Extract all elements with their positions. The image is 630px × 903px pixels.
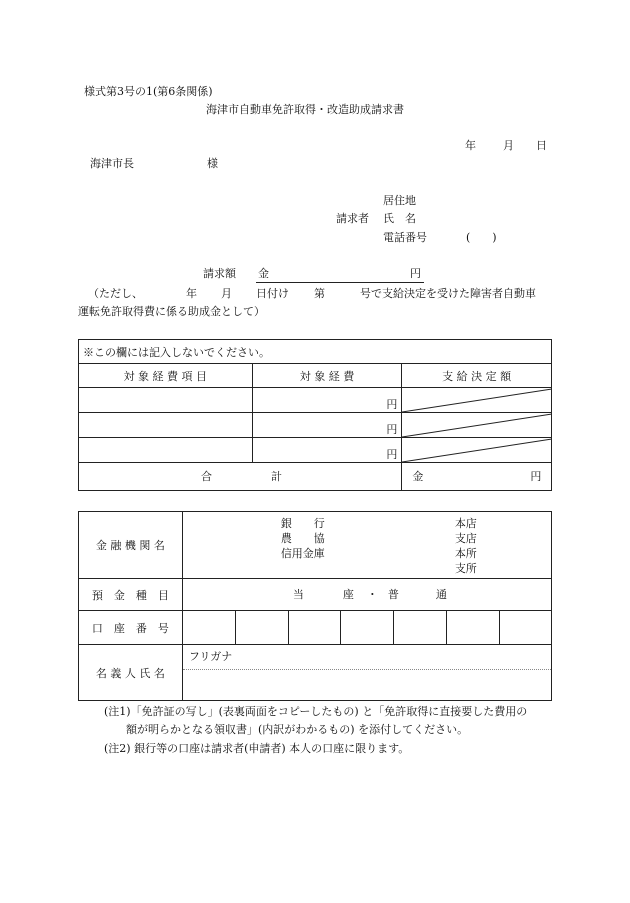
- amount-label: 請求額: [203, 267, 236, 280]
- total-label-cell: [79, 463, 402, 491]
- decision-amount-cell-hatched: [402, 438, 552, 463]
- proviso-number-prefix: 第: [314, 287, 325, 300]
- date-month-label: 月: [503, 139, 514, 152]
- proviso-line2: 運転免許取得費に係る助成金として）: [78, 305, 265, 318]
- account-digit-cell[interactable]: [182, 611, 235, 645]
- note-1-line-2: 額が明らかとなる領収書」(内訳がわかるもの) を添付してください。: [126, 723, 469, 736]
- address-label: 居住地: [383, 194, 416, 207]
- diagonal-strike: [402, 438, 552, 463]
- furigana-divider: [183, 669, 551, 670]
- account-digit-cell[interactable]: [288, 611, 341, 645]
- deposit-label-cell: [79, 579, 183, 611]
- decision-amount-cell-hatched: [402, 413, 552, 438]
- deposit-option-checking-1[interactable]: 当: [292, 588, 304, 601]
- page-title: 海津市自動車免許取得・改造助成請求書: [206, 103, 404, 116]
- branch-type-head-office-coop: 本所: [454, 547, 477, 560]
- expense-item-cell[interactable]: [79, 388, 253, 413]
- holder-label-cell: [79, 645, 183, 701]
- bank-label-cell: [79, 512, 183, 579]
- date-day-label: 日: [536, 139, 547, 152]
- yen-unit: 円: [386, 423, 398, 436]
- header-expense-amount: 対 象 経 費: [252, 364, 402, 388]
- proviso-month: 月: [221, 287, 232, 300]
- bank-type-bank: 銀 行: [280, 517, 325, 530]
- deposit-option-savings-2[interactable]: 通: [435, 588, 447, 601]
- header-decision-amount: 支 給 決 定 額: [402, 364, 552, 388]
- diagonal-strike: [402, 413, 552, 438]
- amount-prefix: 金: [258, 267, 269, 280]
- phone-paren: ( ): [466, 231, 497, 244]
- diagonal-strike: [402, 388, 552, 413]
- account-digit-cell[interactable]: [235, 611, 288, 645]
- total-prefix: 金: [412, 470, 424, 483]
- note-2: (注2) 銀行等の口座は請求者(申請者) 本人の口座に限ります。: [104, 742, 410, 755]
- yen-unit: 円: [386, 398, 398, 411]
- account-label-cell: [79, 611, 183, 645]
- deposit-option-separator: ・: [366, 588, 378, 601]
- proviso-year: 年: [186, 287, 197, 300]
- bank-table: [78, 511, 552, 701]
- bank-name-cell[interactable]: [182, 512, 551, 579]
- branch-type-branch: 支店: [454, 532, 477, 545]
- phone-label: 電話番号: [383, 231, 427, 244]
- account-digit-cell[interactable]: [341, 611, 394, 645]
- notice-cell: [79, 340, 552, 364]
- proviso-decision-text: 号で支給決定を受けた障害者自動車: [360, 287, 536, 300]
- account-digit-cell[interactable]: [500, 611, 552, 645]
- total-label-2: 計: [271, 470, 282, 483]
- expense-table: [78, 339, 552, 491]
- furigana-label: フリガナ: [188, 650, 233, 663]
- deposit-type-cell[interactable]: [182, 579, 551, 611]
- notice-text: ※この欄には記入しないでください。: [83, 345, 270, 359]
- amount-underline: [256, 282, 424, 283]
- deposit-option-savings-1[interactable]: 普: [387, 588, 399, 601]
- total-label-1: 合: [201, 470, 212, 483]
- bank-label: 金 融 機 関 名: [95, 539, 165, 552]
- claimant-role-label: 請求者: [336, 212, 369, 225]
- amount-unit: 円: [410, 267, 421, 280]
- holder-label: 名 義 人 氏 名: [95, 666, 165, 680]
- branch-type-sub-office: 支所: [454, 562, 477, 575]
- bank-type-agri-coop: 農 協: [280, 532, 325, 545]
- claimant-name-label: 氏 名: [383, 212, 416, 225]
- expense-amount-cell[interactable]: [252, 438, 402, 463]
- deposit-option-checking-2[interactable]: 座: [342, 588, 354, 601]
- decision-amount-cell-hatched: [402, 388, 552, 413]
- proviso-dated: 日付け: [256, 287, 289, 300]
- branch-type-head-office: 本店: [454, 517, 477, 530]
- bank-type-credit-union: 信用金庫: [280, 547, 325, 560]
- total-amount-cell[interactable]: [402, 463, 552, 491]
- holder-name-cell[interactable]: [182, 645, 551, 701]
- expense-amount-cell[interactable]: [252, 388, 402, 413]
- expense-amount-cell[interactable]: [252, 413, 402, 438]
- addressee-honorific: 様: [207, 157, 218, 170]
- header-expense-item: 対 象 経 費 項 目: [79, 364, 253, 388]
- account-digit-cell[interactable]: [394, 611, 447, 645]
- expense-item-cell[interactable]: [79, 413, 253, 438]
- addressee-name: 海津市長: [90, 157, 134, 170]
- deposit-label: 預 金 種 目: [91, 588, 169, 602]
- expense-item-cell[interactable]: [79, 438, 253, 463]
- form-id: 様式第3号の1(第6条関係): [84, 85, 213, 98]
- account-label: 口 座 番 号: [91, 621, 169, 635]
- date-year-label: 年: [465, 139, 476, 152]
- account-digit-cell[interactable]: [447, 611, 500, 645]
- proviso-open: （ただし、: [88, 287, 143, 300]
- yen-unit: 円: [386, 448, 398, 461]
- total-unit: 円: [530, 470, 542, 483]
- note-1-line-1: (注1)「免許証の写し」(表裏両面をコピーしたもの) と「免許取得に直接要した費用の: [104, 705, 528, 718]
